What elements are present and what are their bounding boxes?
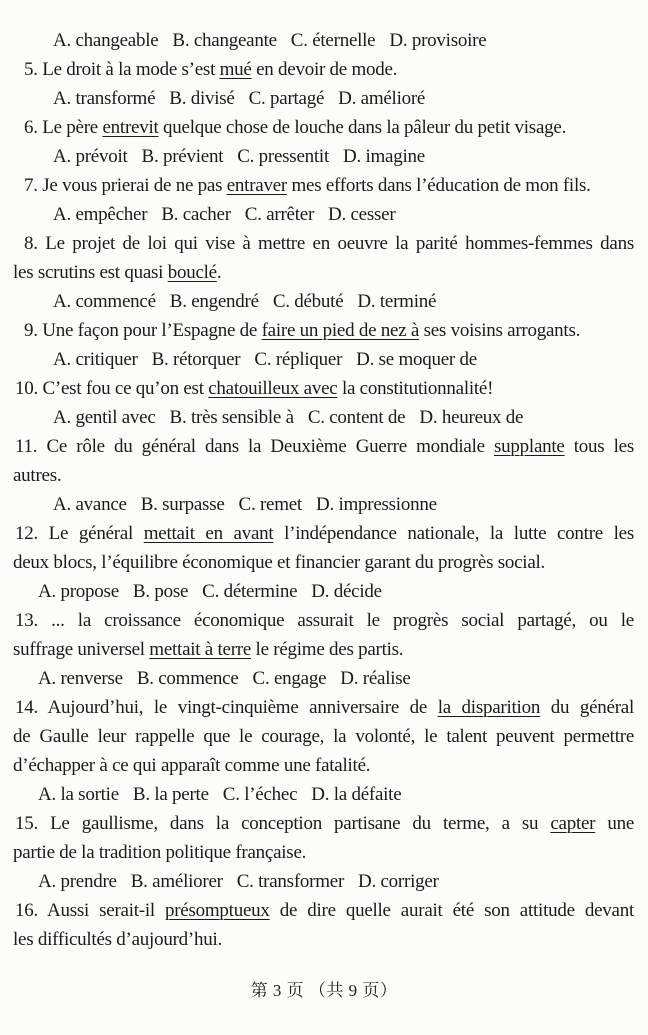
q5-stem	[13, 55, 634, 84]
q11-options	[13, 490, 634, 519]
stem-segment: 6. Le père	[24, 117, 103, 138]
stem-segment: 15. Le gaullisme, dans la conception partisane du terme, a su	[15, 813, 551, 834]
stem-segment: d’échapper à ce qui apparaît comme une fatalité.	[13, 755, 371, 776]
option-item: A. la sortie	[38, 784, 119, 805]
q14-stem-line2	[13, 722, 634, 751]
option-item: B. changeante	[172, 30, 277, 51]
underlined-term: bouclé	[167, 262, 217, 283]
option-item: B. prévient	[141, 146, 224, 167]
option-item: D. terminé	[357, 291, 437, 312]
q8-options	[13, 287, 634, 316]
option-item: B. commence	[136, 668, 239, 689]
stem-segment: les difficultés d’aujourd’hui.	[13, 929, 223, 950]
option-item: A. gentil avec	[53, 407, 156, 428]
q6-options	[13, 142, 634, 171]
q9-stem	[13, 316, 634, 345]
stem-segment: une	[595, 813, 634, 834]
option-item: A. commencé	[53, 291, 156, 312]
q11-stem-line1	[13, 432, 634, 461]
option-item: D. provisoire	[389, 30, 487, 51]
stem-segment: en devoir de mode.	[251, 59, 398, 80]
underlined-term: la disparition	[437, 697, 541, 718]
underlined-term: supplante	[494, 436, 565, 457]
stem-segment: 16. Aussi serait-il	[15, 900, 165, 921]
stem-segment: ses voisins arrogants.	[419, 320, 581, 341]
q12-stem-line2	[13, 548, 634, 577]
option-item: A. critiquer	[53, 349, 138, 370]
option-item: C. engage	[252, 668, 327, 689]
stem-segment: tous les	[564, 436, 634, 457]
option-item: B. divisé	[169, 88, 235, 109]
underlined-term: faire un pied de nez à	[261, 320, 420, 341]
stem-segment: suffrage universel	[13, 639, 150, 660]
option-item: C. arrêter	[244, 204, 315, 225]
stem-segment: quelque chose de louche dans la pâleur du petit visage.	[158, 117, 567, 138]
q4-options	[13, 26, 634, 55]
stem-segment: 12. Le général	[15, 523, 144, 544]
q12-options	[13, 577, 634, 606]
q14-stem-line1	[13, 693, 634, 722]
page-footer: 第 3 页 （共 9 页）	[250, 981, 398, 1000]
stem-segment: de dire quelle aurait été son attitude devant	[269, 900, 634, 921]
q16-stem-line2	[13, 925, 634, 954]
option-item: C. répliquer	[254, 349, 343, 370]
stem-segment: .	[216, 262, 222, 283]
stem-segment: 5. Le droit à la mode s’est	[24, 59, 220, 80]
underlined-term: mettait à terre	[149, 639, 252, 660]
option-item: B. surpasse	[140, 494, 225, 515]
option-item: D. heureux de	[419, 407, 524, 428]
stem-segment: partie de la tradition politique française.	[13, 842, 307, 863]
option-item: C. l’échec	[222, 784, 298, 805]
underlined-term: présomptueux	[164, 900, 270, 921]
q13-options	[13, 664, 634, 693]
stem-segment: 10. C’est fou ce qu’on est	[15, 378, 209, 399]
q5-options	[13, 84, 634, 113]
option-item: A. prendre	[38, 871, 117, 892]
option-item: B. engendré	[169, 291, 259, 312]
option-item: D. impressionne	[315, 494, 437, 515]
underlined-term: chatouilleux avec	[208, 378, 338, 399]
q10-options	[13, 403, 634, 432]
option-item: B. très sensible à	[169, 407, 294, 428]
q12-stem-line1	[13, 519, 634, 548]
q14-options	[13, 780, 634, 809]
q10-stem	[13, 374, 634, 403]
q14-stem-line3	[13, 751, 634, 780]
stem-segment: l’indépendance nationale, la lutte contre les	[273, 523, 634, 544]
stem-segment: 8. Le projet de loi qui vise à mettre en oeuvre la parité hommes-femmes dans	[24, 233, 634, 254]
option-item: A. changeable	[53, 30, 159, 51]
option-item: B. la perte	[132, 784, 209, 805]
stem-segment: 9. Une façon pour l’Espagne de	[24, 320, 262, 341]
option-item: D. décide	[311, 581, 382, 602]
q15-stem-line2	[13, 838, 634, 867]
stem-segment: les scrutins est quasi	[13, 262, 168, 283]
stem-segment: autres.	[13, 465, 62, 486]
underlined-term: mettait en avant	[143, 523, 274, 544]
option-item: A. avance	[53, 494, 127, 515]
q16-stem-line1	[13, 896, 634, 925]
option-item: C. éternelle	[290, 30, 376, 51]
option-item: C. content de	[307, 407, 406, 428]
option-item: C. transformer	[236, 871, 345, 892]
option-item: C. partagé	[248, 88, 325, 109]
option-item: B. améliorer	[130, 871, 223, 892]
q7-stem	[13, 171, 634, 200]
option-item: A. empêcher	[53, 204, 148, 225]
q15-stem-line1	[13, 809, 634, 838]
underlined-term: capter	[550, 813, 596, 834]
stem-segment: de Gaulle leur rappelle que le courage, la volonté, le talent peuvent permettre	[13, 726, 634, 747]
option-item: A. transformé	[53, 88, 156, 109]
option-item: D. la défaite	[311, 784, 402, 805]
option-item: C. remet	[238, 494, 302, 515]
q8-stem-line2	[13, 258, 634, 287]
stem-segment: 13. ... la croissance économique assurait le progrès social partagé, ou le	[15, 610, 634, 631]
stem-segment: 11. Ce rôle du général dans la Deuxième Guerre mondiale	[15, 436, 495, 457]
stem-segment: 14. Aujourd’hui, le vingt-cinquième anniversaire de	[15, 697, 438, 718]
stem-segment: le régime des partis.	[251, 639, 404, 660]
option-item: B. rétorquer	[151, 349, 241, 370]
option-item: D. imagine	[342, 146, 425, 167]
option-item: D. réalise	[340, 668, 411, 689]
underlined-term: mué	[219, 59, 252, 80]
stem-segment: 7. Je vous prierai de ne pas	[24, 175, 227, 196]
q9-options	[13, 345, 634, 374]
option-item: A. propose	[38, 581, 119, 602]
document-body	[13, 26, 634, 954]
option-item: D. se moquer de	[356, 349, 477, 370]
option-item: B. cacher	[161, 204, 231, 225]
stem-segment: mes efforts dans l’éducation de mon fils.	[286, 175, 591, 196]
option-item: A. renverse	[38, 668, 123, 689]
option-item: D. amélioré	[338, 88, 426, 109]
q7-options	[13, 200, 634, 229]
underlined-term: entraver	[226, 175, 287, 196]
stem-segment: du général	[540, 697, 634, 718]
q11-stem-line2	[13, 461, 634, 490]
underlined-term: entrevit	[102, 117, 159, 138]
stem-segment: deux blocs, l’équilibre économique et financier garant du progrès social.	[13, 552, 546, 573]
option-item: D. cesser	[328, 204, 396, 225]
option-item: C. détermine	[202, 581, 298, 602]
option-item: A. prévoit	[53, 146, 128, 167]
option-item: C. débuté	[272, 291, 344, 312]
q8-stem-line1	[13, 229, 634, 258]
stem-segment: la constitutionnalité!	[337, 378, 494, 399]
q6-stem	[13, 113, 634, 142]
q13-stem-line1	[13, 606, 634, 635]
option-item: D. corriger	[358, 871, 439, 892]
q13-stem-line2	[13, 635, 634, 664]
option-item: C. pressentit	[237, 146, 329, 167]
q15-options	[13, 867, 634, 896]
option-item: B. pose	[132, 581, 189, 602]
